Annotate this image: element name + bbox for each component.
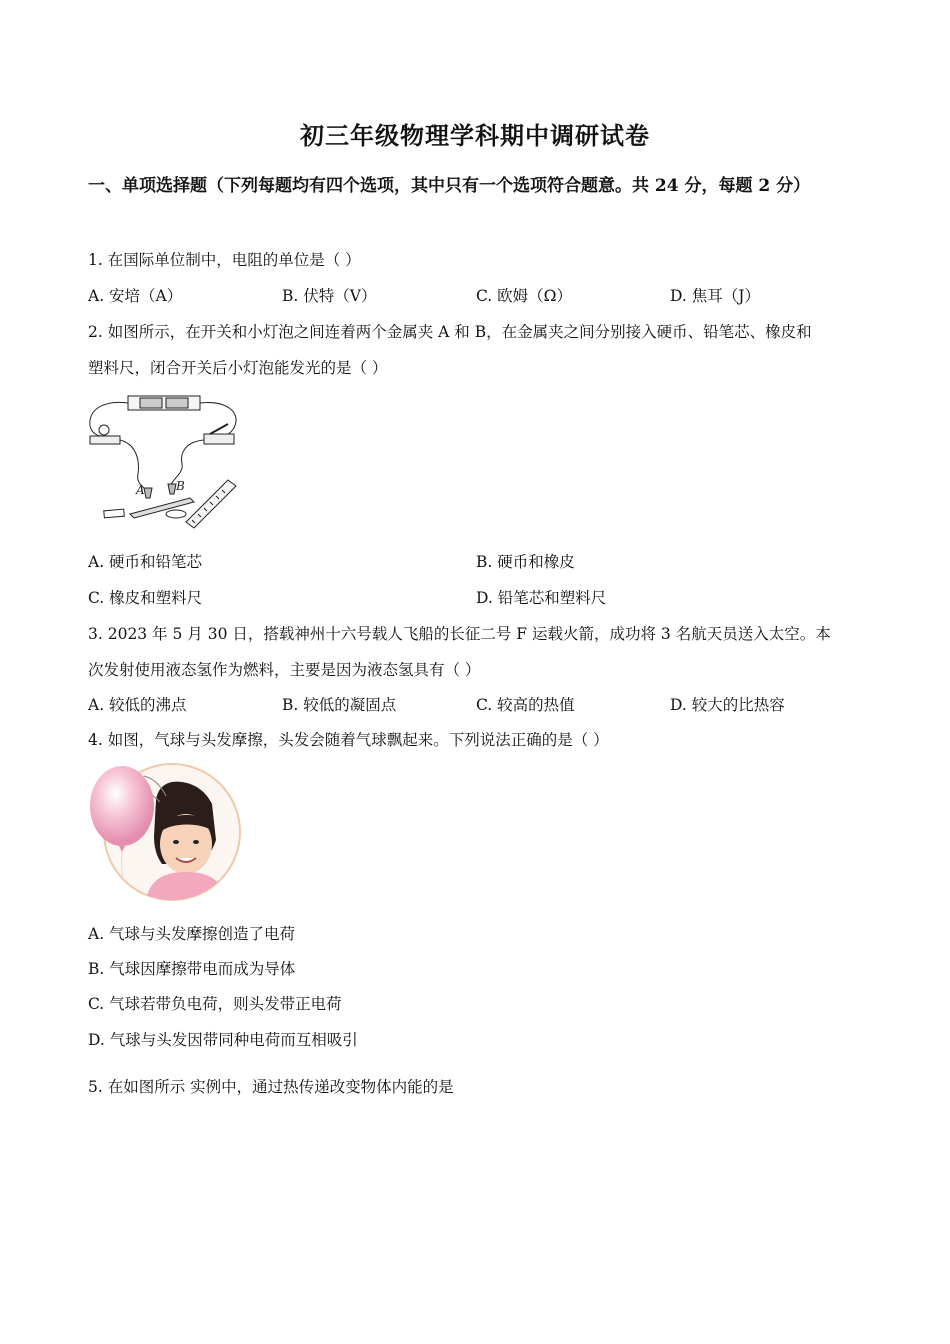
question-1-option-a: A. 安培（A） bbox=[88, 287, 183, 305]
question-1-option-b: B. 伏特（V） bbox=[282, 287, 377, 305]
question-4-stem: 4. 如图，气球与头发摩擦，头发会随着气球飘起来。下列说法正确的是（ ） bbox=[88, 731, 609, 749]
question-3-stem-line-2: 次发射使用液态氢作为燃料，主要是因为液态氢具有（ ） bbox=[88, 661, 481, 679]
question-2-option-c: C. 橡皮和塑料尺 bbox=[88, 589, 203, 607]
question-4-option-b: B. 气球因摩擦带电而成为导体 bbox=[88, 960, 296, 978]
question-4-option-a: A. 气球与头发摩擦创造了电荷 bbox=[88, 925, 296, 943]
clip-label-a: A bbox=[136, 483, 145, 497]
question-5-stem: 5. 在如图所示 实例中，通过热传递改变物体内能的是 bbox=[88, 1078, 454, 1096]
circuit-figure bbox=[86, 390, 242, 530]
question-3-stem-line-1: 3. 2023 年 5 月 30 日，搭载神州十六号载人飞船的长征二号 F 运载火箭，成功将 3 名航天员送入太空。本 bbox=[88, 625, 831, 643]
question-4-option-d: D. 气球与头发因带同种电荷而互相吸引 bbox=[88, 1031, 358, 1049]
page-title: 初三年级物理学科期中调研试卷 bbox=[300, 121, 650, 150]
question-4-option-c: C. 气球若带负电荷，则头发带正电荷 bbox=[88, 995, 342, 1013]
question-3-option-c: C. 较高的热值 bbox=[476, 696, 575, 714]
question-1-option-c: C. 欧姆（Ω） bbox=[476, 287, 573, 305]
question-2-option-d: D. 铅笔芯和塑料尺 bbox=[476, 589, 607, 607]
question-2-option-b: B. 硬币和橡皮 bbox=[476, 553, 575, 571]
question-2-stem-line-2: 塑料尺，闭合开关后小灯泡能发光的是（ ） bbox=[88, 359, 388, 377]
question-3-option-a: A. 较低的沸点 bbox=[88, 696, 187, 714]
question-2-stem-line-1: 2. 如图所示，在开关和小灯泡之间连着两个金属夹 A 和 B，在金属夹之间分别接入硬币、铅笔芯、橡皮和 bbox=[88, 323, 812, 341]
clip-label-b: B bbox=[176, 479, 185, 493]
section-heading: 一、单项选择题（下列每题均有四个选项，其中只有一个选项符合题意。共 24 分，每题 2 分） bbox=[88, 176, 811, 196]
question-1-option-d: D. 焦耳（J） bbox=[670, 287, 760, 305]
balloon-hair-photo bbox=[86, 760, 242, 904]
question-1-stem: 1. 在国际单位制中，电阻的单位是（ ） bbox=[88, 251, 361, 269]
question-3-option-b: B. 较低的凝固点 bbox=[282, 696, 397, 714]
question-2-option-a: A. 硬币和铅笔芯 bbox=[88, 553, 203, 571]
question-3-option-d: D. 较大的比热容 bbox=[670, 696, 785, 714]
